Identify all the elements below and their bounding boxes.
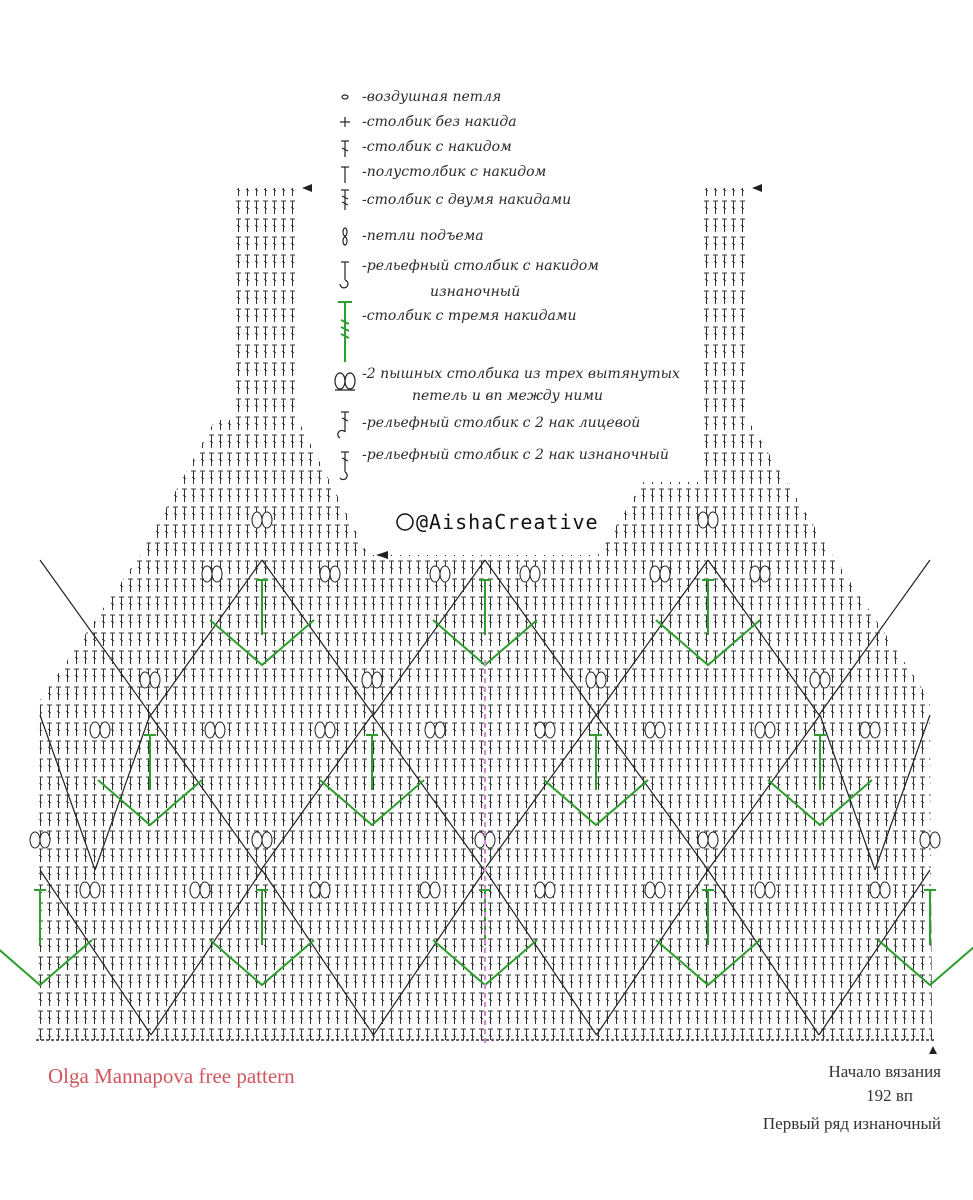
- puff-stitch-icon: [698, 832, 708, 848]
- puff-stitch-icon: [212, 566, 222, 582]
- legend-label-hdc: -полустолбик с накидом: [362, 164, 547, 180]
- puff-stitch-icon: [520, 566, 530, 582]
- puff-stitch-icon: [320, 882, 330, 898]
- puff-stitch-icon: [30, 832, 40, 848]
- puff-stitch-icon: [586, 672, 596, 688]
- puff-stitch-icon: [765, 882, 775, 898]
- legend-label-puff: -2 пышных столбика из трех вытянутых: [362, 366, 680, 382]
- first-row-note: Первый ряд изнаночный: [762, 1114, 941, 1133]
- puff-stitch-icon: [870, 882, 880, 898]
- puff-stitch-icon: [435, 722, 445, 738]
- puff-stitch-icon: [660, 566, 670, 582]
- puff-stitch-icon: [372, 672, 382, 688]
- puff-stitch-icon: [80, 882, 90, 898]
- puff-stitch-icon: [252, 512, 262, 528]
- puff-stitch-icon: [750, 566, 760, 582]
- puff-stitch-icon: [535, 722, 545, 738]
- legend-label-bpdc: -рельефный столбик с накидом: [362, 258, 599, 274]
- puff-stitch-icon: [440, 566, 450, 582]
- puff-stitch-icon: [325, 722, 335, 738]
- puff-stitch-icon: [430, 882, 440, 898]
- puff-stitch-icon: [755, 882, 765, 898]
- puff-stitch-icon: [150, 672, 160, 688]
- puff-stitch-icon: [40, 832, 50, 848]
- puff-stitch-icon: [920, 832, 930, 848]
- puff-stitch-icon: [485, 832, 495, 848]
- puff-stitch-icon: [190, 882, 200, 898]
- start-arrow-icon: [929, 1046, 937, 1054]
- row-arrow-icon: [752, 184, 762, 192]
- legend-label-dtr: -столбик с тремя накидами: [362, 308, 577, 324]
- legend-label-dc: -столбик с накидом: [362, 139, 512, 155]
- puff-stitch-icon: [425, 722, 435, 738]
- puff-stitch-icon: [320, 566, 330, 582]
- puff-stitch-icon: [315, 722, 325, 738]
- puff-stitch-icon: [765, 722, 775, 738]
- pattern-credit: Olga Mannapova free pattern: [48, 1064, 295, 1088]
- puff-stitch-icon: [330, 566, 340, 582]
- puff-stitch-icon: [708, 832, 718, 848]
- puff-stitch-icon: [755, 722, 765, 738]
- puff-stitch-icon: [475, 832, 485, 848]
- watermark: @AishaCreative: [416, 510, 599, 534]
- puff-stitch-icon: [100, 722, 110, 738]
- chain-count: 192 вп: [866, 1086, 913, 1105]
- legend-label-turning: -петли подъема: [362, 228, 484, 244]
- legend-label-sc: -столбик без накида: [362, 114, 517, 130]
- puff-stitch-icon: [202, 566, 212, 582]
- puff-stitch-icon: [708, 512, 718, 528]
- puff-stitch-icon: [215, 722, 225, 738]
- legend-label-chain: -воздушная петля: [362, 89, 502, 105]
- legend-label-tr: -столбик с двумя накидами: [362, 192, 572, 208]
- legend-label-bpdc-cont: изнаночный: [430, 284, 521, 300]
- start-label: Начало вязания: [828, 1062, 941, 1081]
- puff-stitch-icon: [205, 722, 215, 738]
- puff-stitch-icon: [140, 672, 150, 688]
- puff-stitch-icon: [650, 566, 660, 582]
- puff-stitch-icon: [655, 722, 665, 738]
- puff-stitch-icon: [880, 882, 890, 898]
- puff-stitch-icon: [810, 672, 820, 688]
- puff-stitch-icon: [362, 672, 372, 688]
- puff-stitch-icon: [870, 722, 880, 738]
- puff-stitch-icon: [90, 722, 100, 738]
- puff-stitch-icon: [596, 672, 606, 688]
- puff-stitch-icon: [252, 832, 262, 848]
- puff-stitch-icon: [90, 882, 100, 898]
- puff-stitch-icon: [760, 566, 770, 582]
- row-arrow-icon: [302, 184, 312, 192]
- legend-label-puff-cont: петель и вп между ними: [412, 388, 604, 404]
- legend-label-bptr: -рельефный столбик с 2 нак изнаночный: [362, 447, 669, 463]
- legend-label-fptr: -рельефный столбик с 2 нак лицевой: [362, 415, 641, 431]
- puff-stitch-icon: [820, 672, 830, 688]
- puff-stitch-icon: [262, 512, 272, 528]
- puff-stitch-icon: [200, 882, 210, 898]
- puff-stitch-icon: [645, 882, 655, 898]
- puff-stitch-icon: [262, 832, 272, 848]
- puff-stitch-icon: [545, 882, 555, 898]
- puff-stitch-icon: [860, 722, 870, 738]
- puff-stitch-icon: [698, 512, 708, 528]
- puff-stitch-icon: [545, 722, 555, 738]
- puff-stitch-icon: [420, 882, 430, 898]
- puff-stitch-icon: [535, 882, 545, 898]
- puff-stitch-icon: [430, 566, 440, 582]
- puff-stitch-icon: [645, 722, 655, 738]
- puff-stitch-icon: [530, 566, 540, 582]
- puff-stitch-icon: [310, 882, 320, 898]
- puff-stitch-icon: [655, 882, 665, 898]
- puff-stitch-icon: [930, 832, 940, 848]
